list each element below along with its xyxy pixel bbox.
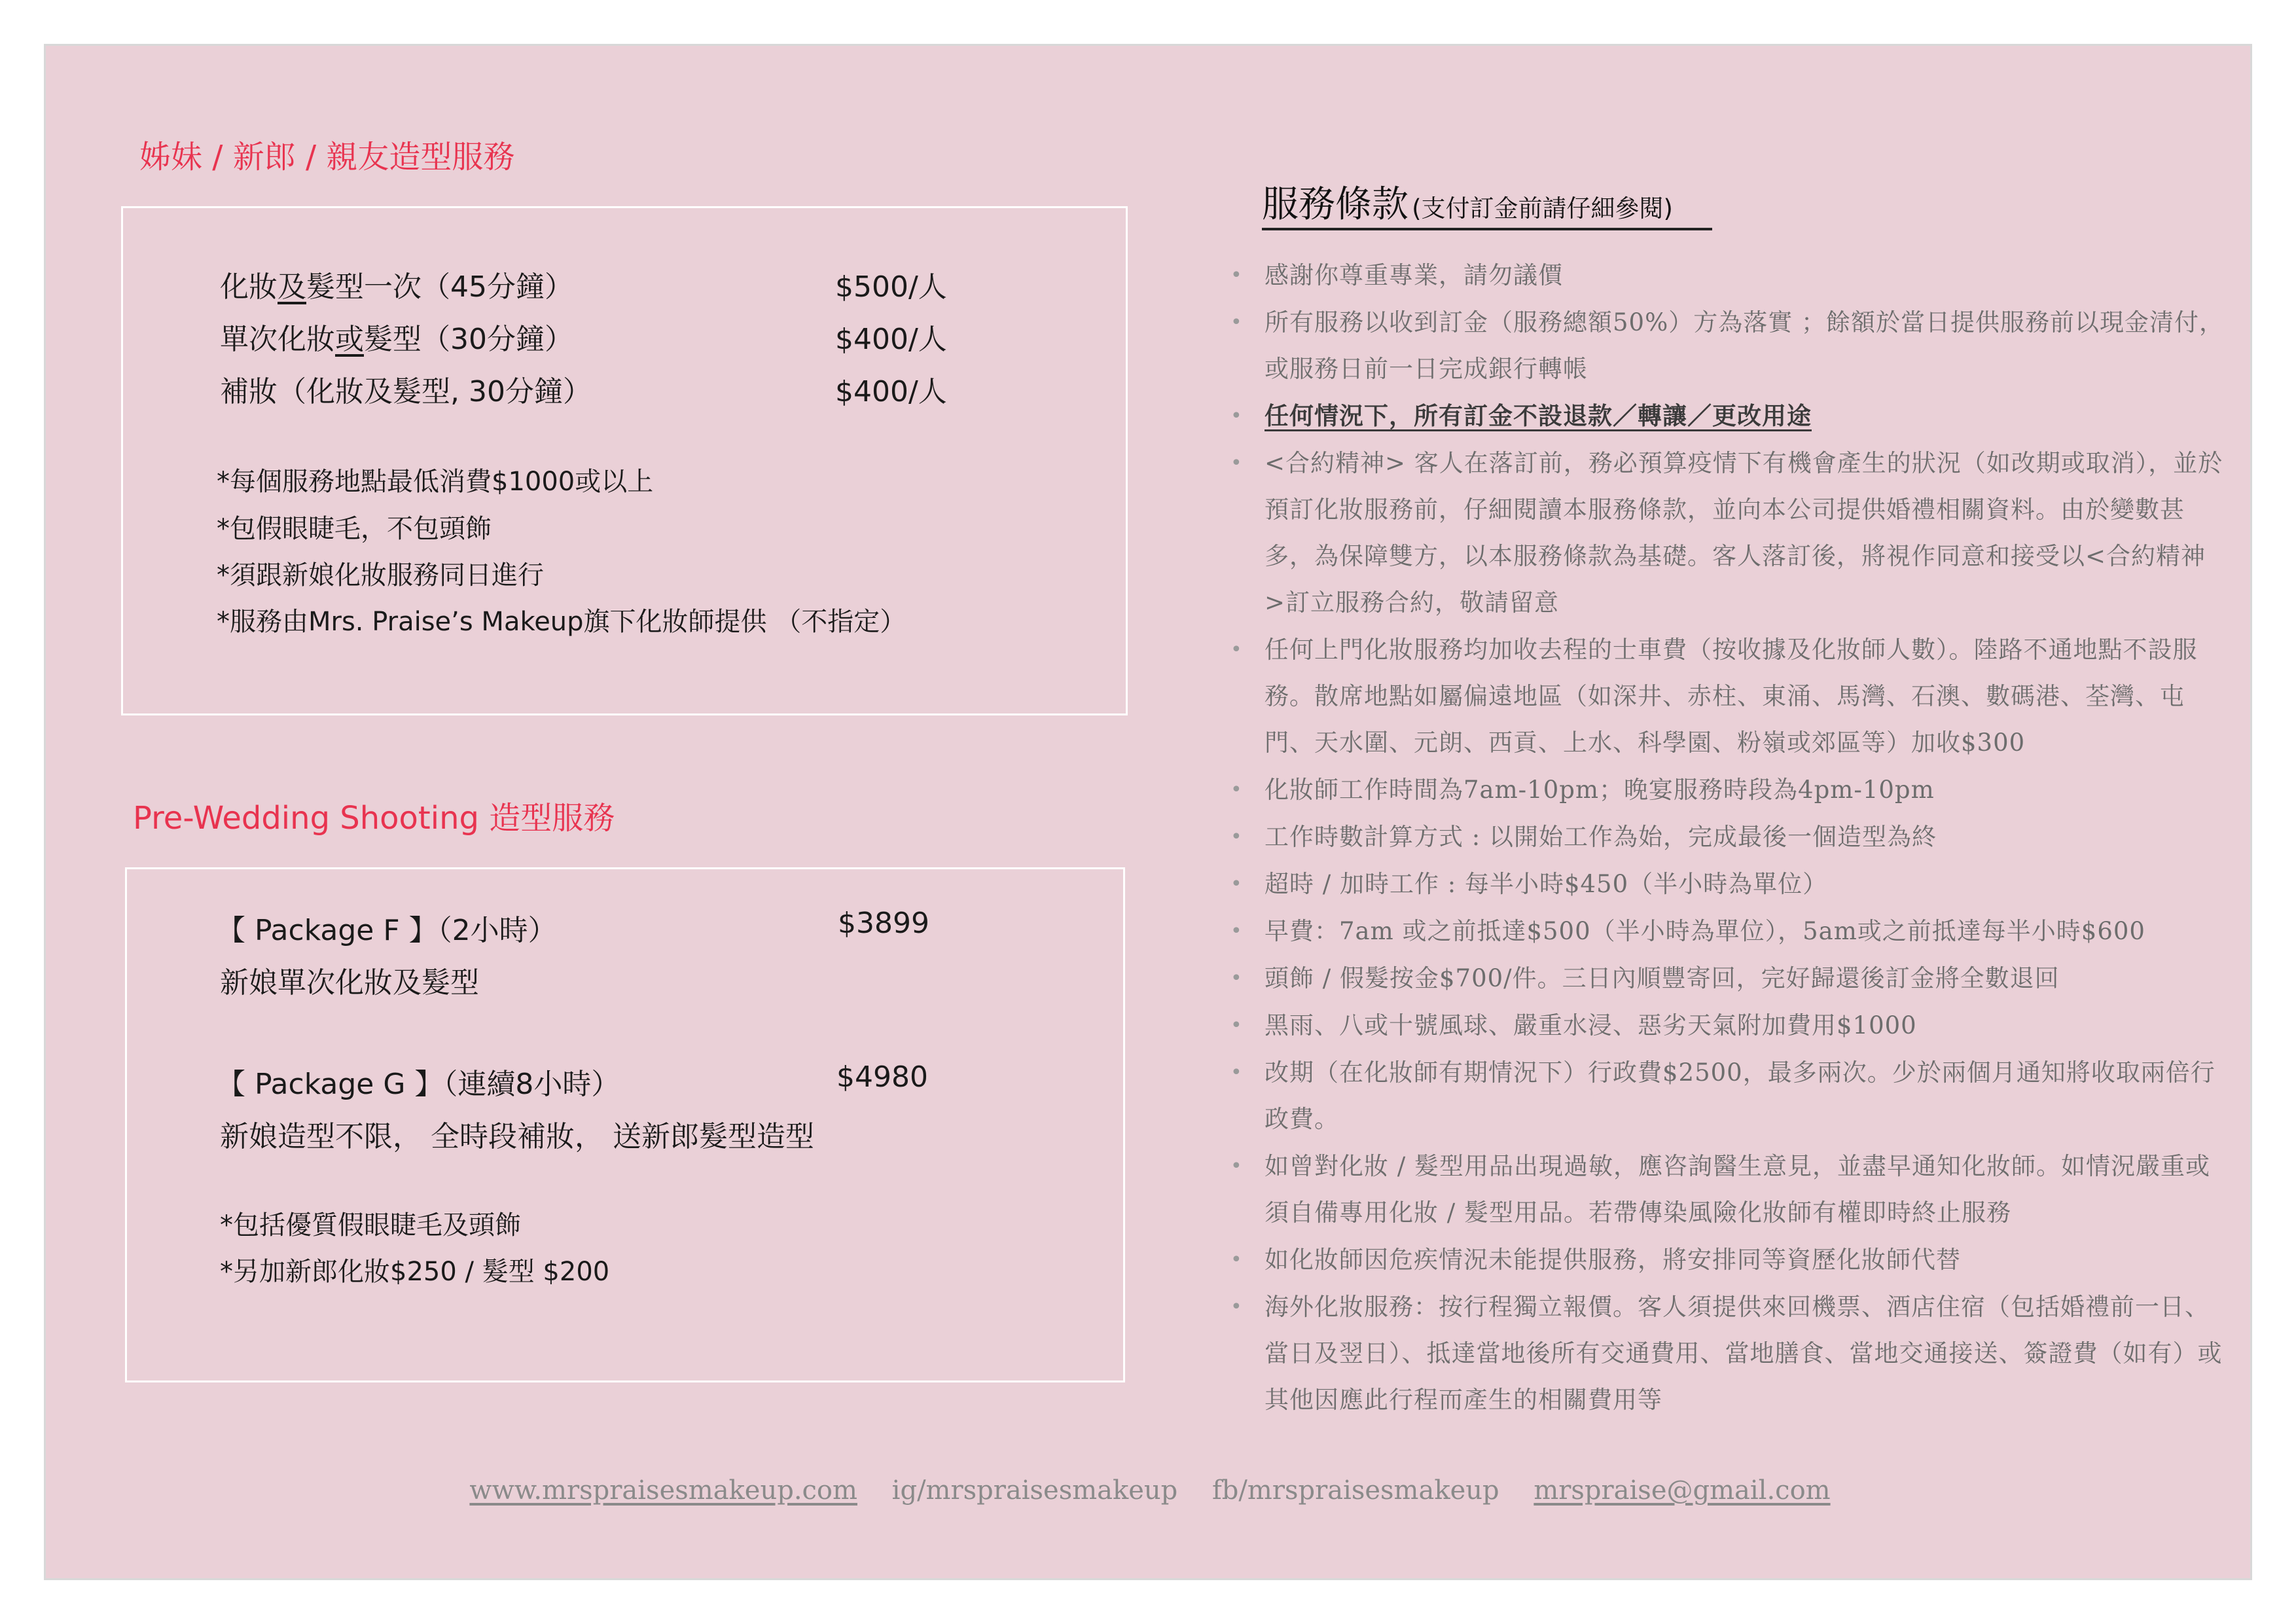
bullet-icon: • xyxy=(1230,825,1243,848)
terms-item: • 超時 / 加時工作 : 每半小時$450（半小時為單位） xyxy=(1230,861,2225,907)
note-provider: *服務由Mrs. Praise’s Makeup旗下化妝師提供 （不指定） xyxy=(217,607,906,637)
website-link[interactable]: www.mrspraisesmakeup.com xyxy=(469,1475,857,1506)
instagram-handle: ig/mrspraisesmakeup xyxy=(891,1475,1178,1506)
email-link[interactable]: mrspraise@gmail.com xyxy=(1534,1475,1831,1506)
terms-item: • <合約精神> 客人在落訂前，務必預算疫情下有機會產生的狀況（如改期或取消），並於預訂化妝服務前，仔細閱讀本服務條款，並向本公司提供婚禮相關資料。由於變數甚多，為保障雙方，以本服務條款為基礎。客人落訂後，將視作同意和接受以<合約精神>訂立服務合約，敬請留意 xyxy=(1230,440,2225,626)
footer-contacts xyxy=(46,1475,2254,1506)
bridal-party-services-box xyxy=(121,206,1128,715)
section-title-pre-wedding: Pre-Wedding Shooting 造型服務 xyxy=(133,800,615,837)
bullet-icon: • xyxy=(1230,1248,1243,1271)
service-makeup-and-hair: 化妝及髮型一次（45分鐘） xyxy=(220,270,573,304)
section-title-bridal-party: 姊妹 / 新郎 / 親友造型服務 xyxy=(139,139,515,175)
bullet-icon: • xyxy=(1230,1061,1243,1084)
package-g-label: 【 Package G 】（連續8小時） xyxy=(217,1068,620,1101)
service-price: $500/人 xyxy=(835,270,947,304)
note-lashes: *包假眼睫毛，不包頭飾 xyxy=(217,514,492,544)
service-price: $400/人 xyxy=(835,375,947,408)
note-minimum-spend: *每個服務地點最低消費$1000或以上 xyxy=(217,467,654,497)
package-f-label: 【 Package F 】（2小時） xyxy=(217,914,557,947)
terms-item: • 改期（在化妝師有期情況下）行政費$2500，最多兩次。少於兩個月通知將收取兩倍行政費。 xyxy=(1230,1049,2225,1142)
terms-item: • 任何情況下，所有訂金不設退款／轉讓／更改用途 xyxy=(1230,393,2225,439)
bullet-icon: • xyxy=(1230,452,1243,475)
service-touch-up: 補妝（化妝及髮型, 30分鐘） xyxy=(220,375,592,408)
note-groom-addon: *另加新郎化妝$250 / 髮型 $200 xyxy=(220,1257,610,1287)
bullet-icon: • xyxy=(1230,405,1243,427)
package-f-desc: 新娘單次化妝及髮型 xyxy=(220,966,479,1000)
terms-item: • 黑雨、八或十號風球、嚴重水浸、惡劣天氣附加費用$1000 xyxy=(1230,1002,2225,1049)
service-makeup-or-hair: 單次化妝或髮型（30分鐘） xyxy=(220,323,573,356)
bullet-icon: • xyxy=(1230,264,1243,287)
bullet-icon: • xyxy=(1230,967,1243,990)
terms-item: • 如曾對化妝 / 髮型用品出現過敏，應咨詢醫生意見，並盡早通知化妝師。如情況嚴重或須自備專用化妝 / 髮型用品。若帶傳染風險化妝師有權即時終止服務 xyxy=(1230,1143,2225,1236)
terms-item: • 早費：7am 或之前抵達$500（半小時為單位），5am或之前抵達每半小時$600 xyxy=(1230,908,2225,954)
terms-item: • 海外化妝服務：按行程獨立報價。客人須提供來回機票、酒店住宿（包括婚禮前一日、當日及翌日）、抵達當地後所有交通費用、當地膳食、當地交通接送、簽證費（如有）或其他因應此行程而產生的相關費用等 xyxy=(1230,1284,2225,1423)
bullet-icon: • xyxy=(1230,873,1243,895)
terms-item: • 感謝你尊重專業，請勿議價 xyxy=(1230,252,2225,298)
terms-item: • 所有服務以收到訂金（服務總額50%）方為落實 ；餘額於當日提供服務前以現金清付，或服務日前一日完成銀行轉帳 xyxy=(1230,299,2225,392)
pre-wedding-services-box xyxy=(125,867,1125,1382)
note-includes-lashes: *包括優質假眼睫毛及頭飾 xyxy=(220,1210,521,1240)
terms-item: • 化妝師工作時間為7am-10pm；晚宴服務時段為4pm-10pm xyxy=(1230,767,2225,813)
bullet-icon: • xyxy=(1230,1155,1243,1178)
note-same-day: *須跟新娘化妝服務同日進行 xyxy=(217,560,544,590)
service-price: $400/人 xyxy=(835,323,947,356)
bullet-icon: • xyxy=(1230,778,1243,801)
bullet-icon: • xyxy=(1230,920,1243,943)
terms-item: • 任何上門化妝服務均加收去程的士車費（按收據及化妝師人數）。陸路不通地點不設服務。散席地點如屬偏遠地區（如深井、赤柱、東涌、馬灣、石澳、數碼港、荃灣、屯門、天水圍、元朗、西貢、上水、科學園、粉嶺或郊區等）加收$300 xyxy=(1230,626,2225,766)
bullet-icon: • xyxy=(1230,1295,1243,1318)
package-f-price: $3899 xyxy=(838,907,929,940)
terms-item: • 工作時數計算方式 : 以開始工作為始，完成最後一個造型為終 xyxy=(1230,814,2225,860)
bullet-icon: • xyxy=(1230,1014,1243,1037)
price-sheet-page xyxy=(44,44,2252,1580)
package-g-price: $4980 xyxy=(836,1060,928,1094)
terms-heading: 服務條款 (支付訂金前請仔細參閱) xyxy=(1262,175,1712,230)
bullet-icon: • xyxy=(1230,638,1243,661)
terms-item: • 頭飾 / 假髮按金$700/件。三日內順豐寄回，完好歸還後訂金將全數退回 xyxy=(1230,955,2225,1001)
bullet-icon: • xyxy=(1230,311,1243,334)
package-g-desc: 新娘造型不限， 全時段補妝， 送新郎髮型造型 xyxy=(220,1120,814,1153)
terms-list xyxy=(1230,252,2225,1424)
facebook-handle: fb/mrspraisesmakeup xyxy=(1212,1475,1499,1506)
terms-item: • 如化妝師因危疾情況未能提供服務，將安排同等資歷化妝師代替 xyxy=(1230,1236,2225,1283)
